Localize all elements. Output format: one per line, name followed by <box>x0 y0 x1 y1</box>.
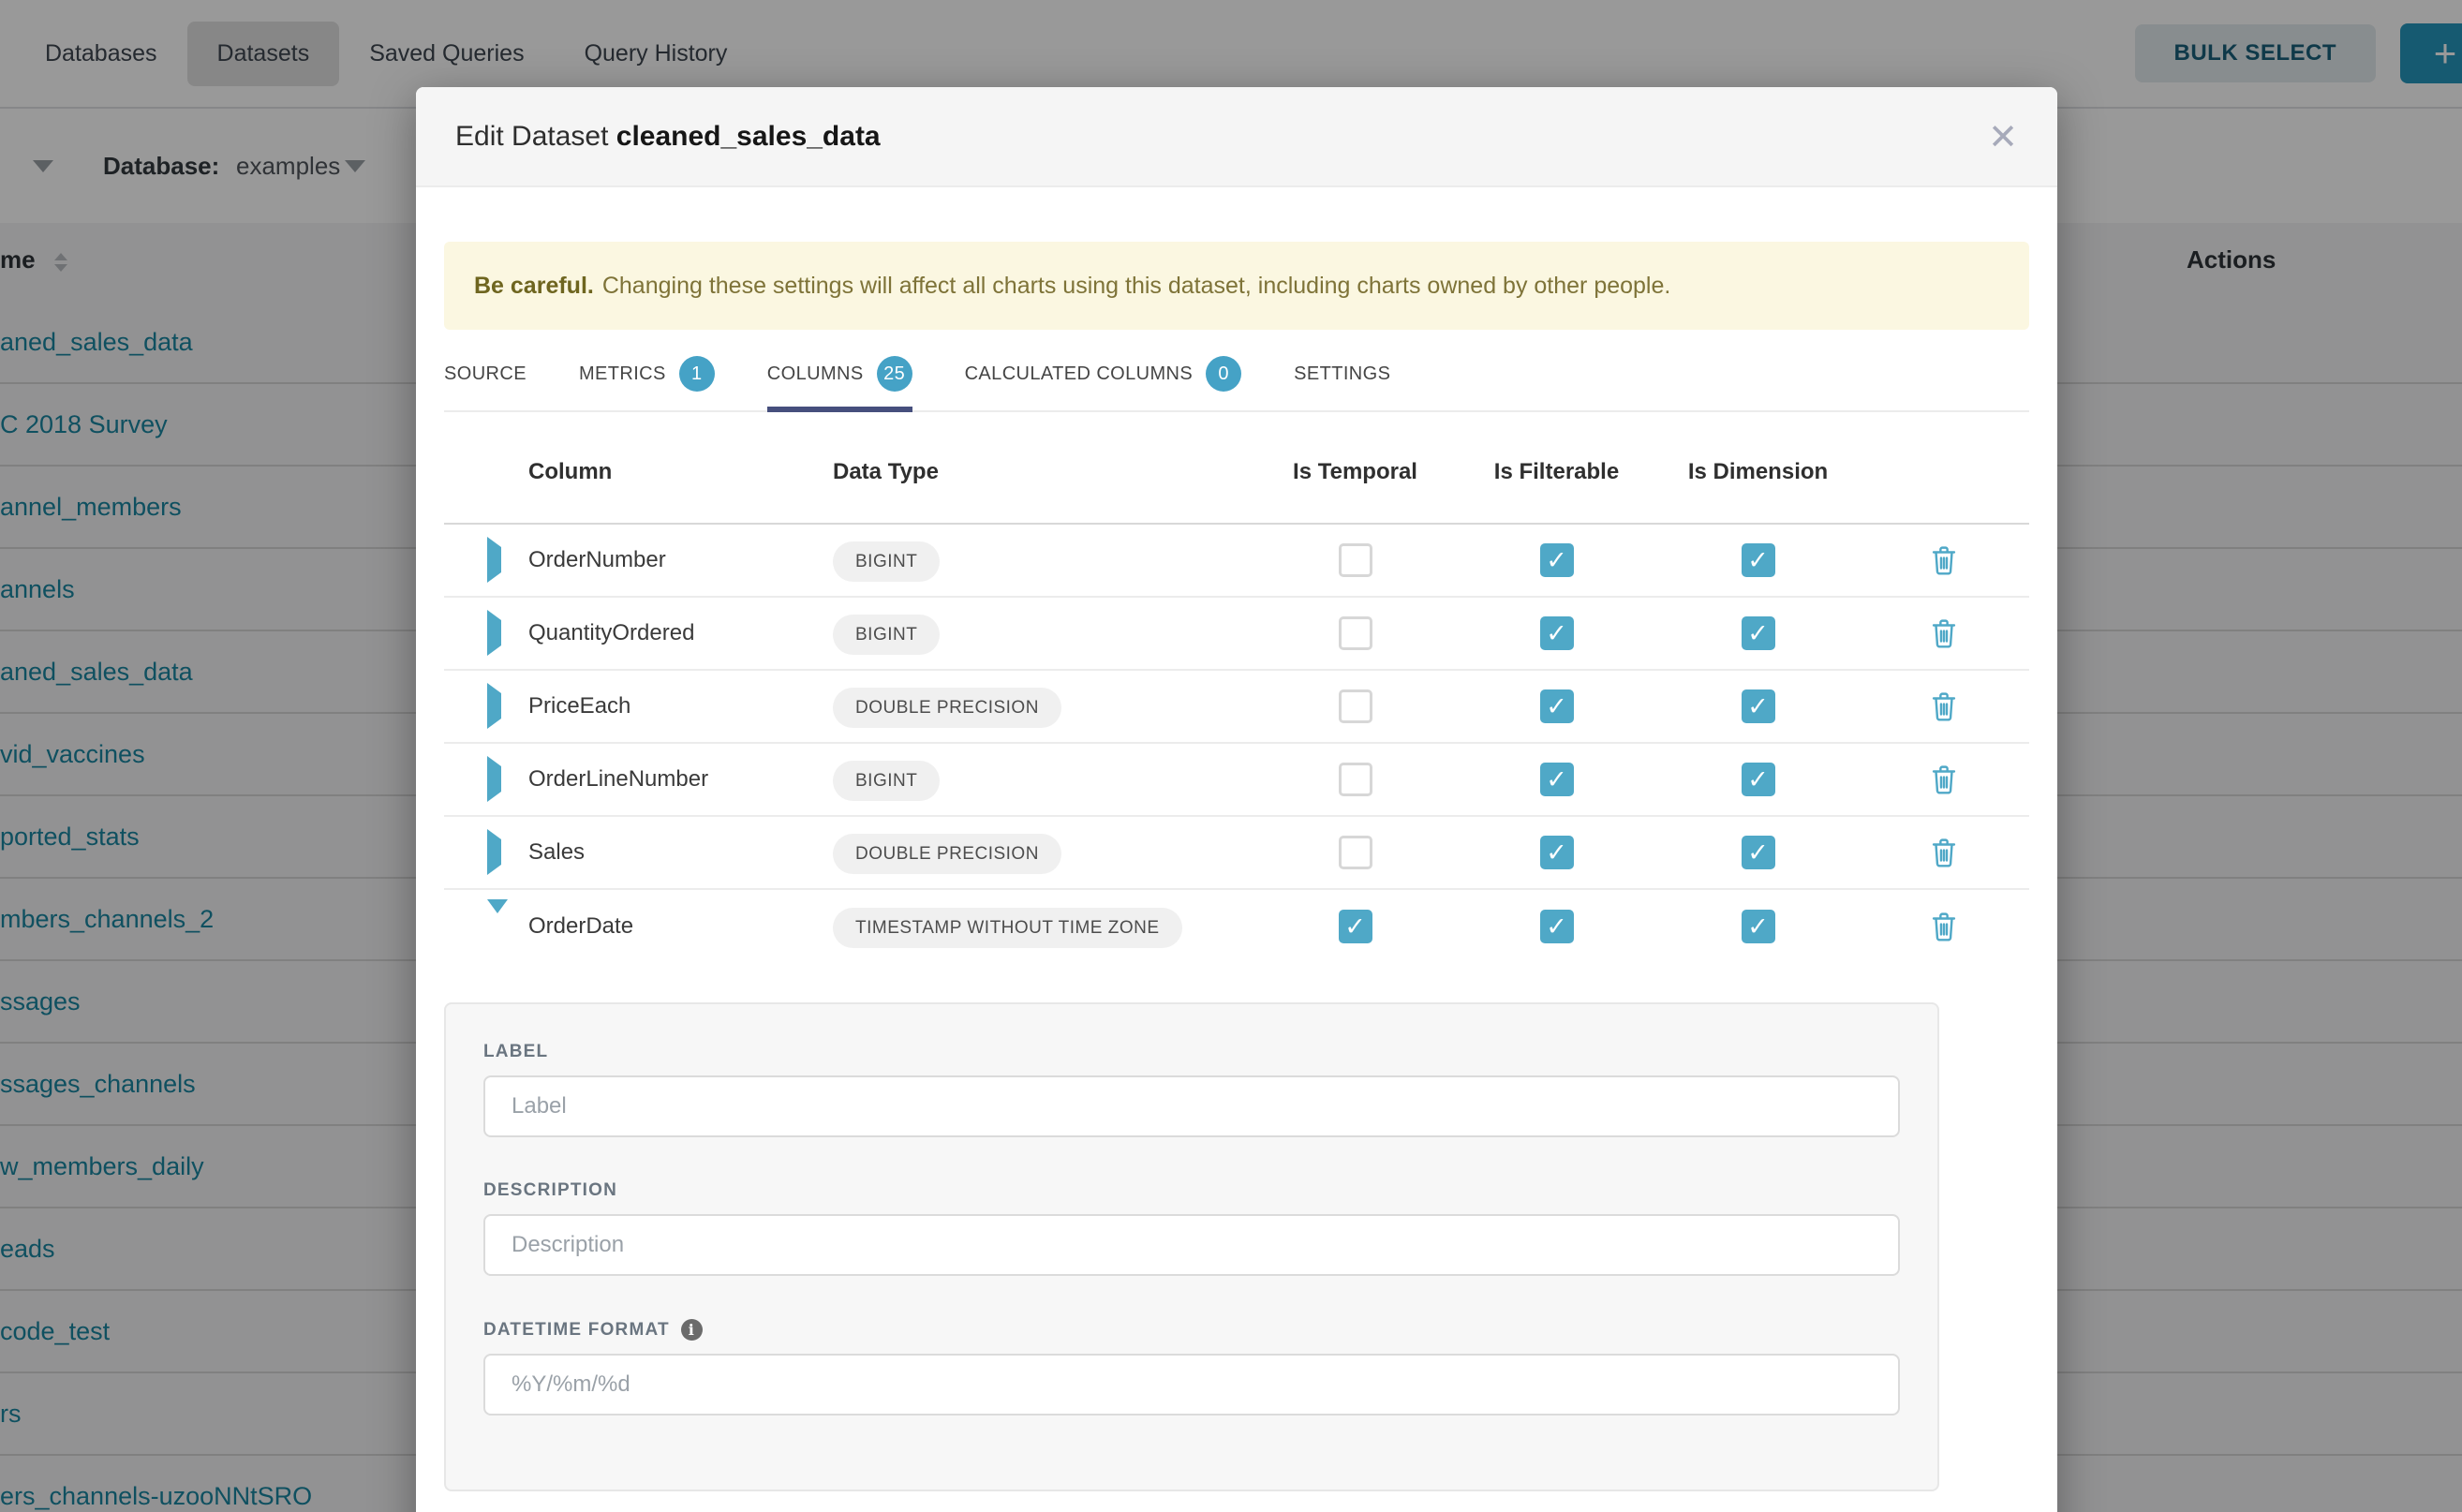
is-filterable-checkbox[interactable]: ✓ <box>1540 616 1574 650</box>
warning-banner-text: Changing these settings will affect all charts using this dataset, including charts owned by other people. <box>601 272 1671 299</box>
modal-title-prefix: Edit Dataset <box>455 120 609 152</box>
tab-label: SOURCE <box>444 363 527 384</box>
modal-body <box>416 242 2057 1491</box>
delete-column-icon[interactable] <box>1930 544 1958 576</box>
table-row <box>444 890 2029 963</box>
dataset-link[interactable]: C 2018 Survey <box>0 409 168 438</box>
description-field-label: DESCRIPTION <box>483 1180 618 1200</box>
caret-shape <box>487 829 501 875</box>
is-filterable-checkbox[interactable]: ✓ <box>1540 910 1574 943</box>
column-name: OrderNumber <box>528 547 666 572</box>
data-type-cell <box>833 547 1254 573</box>
is-dimension-checkbox[interactable]: ✓ <box>1742 543 1775 577</box>
column-name: OrderDate <box>528 913 634 939</box>
expand-caret-icon[interactable] <box>444 766 501 793</box>
is-dimension-checkbox[interactable]: ✓ <box>1742 689 1775 723</box>
columns-table-rows <box>444 525 2029 963</box>
name-column-header[interactable]: me <box>0 245 36 274</box>
data-type-cell <box>833 693 1254 719</box>
dataset-link[interactable]: ers_channels-uzooNNtSRO <box>0 1481 313 1510</box>
is-temporal-checkbox[interactable] <box>1339 616 1372 650</box>
dataset-link[interactable]: code_test <box>0 1316 111 1345</box>
tab-label: SETTINGS <box>1294 363 1391 384</box>
column-name: Sales <box>528 839 586 865</box>
delete-column-icon[interactable] <box>1930 617 1958 649</box>
dataset-link[interactable]: ssages_channels <box>0 1069 196 1098</box>
edit-dataset-modal <box>416 87 2057 1512</box>
datetime-format-field-label <box>483 1319 1900 1341</box>
is-filterable-checkbox[interactable]: ✓ <box>1540 543 1574 577</box>
is-temporal-checkbox[interactable] <box>1339 689 1372 723</box>
is-dimension-checkbox[interactable]: ✓ <box>1742 836 1775 869</box>
table-row <box>444 817 2029 890</box>
nav-item-databases[interactable]: Databases <box>45 39 157 67</box>
dataset-link[interactable]: annel_members <box>0 492 182 521</box>
caret-shape <box>487 683 501 729</box>
caret-shape <box>487 899 508 939</box>
modal-title <box>455 121 881 153</box>
dataset-link[interactable]: eads <box>0 1234 55 1263</box>
expand-caret-icon[interactable] <box>444 547 501 573</box>
caret-shape <box>487 756 501 802</box>
close-icon[interactable]: ✕ <box>1988 115 2018 157</box>
description-input[interactable] <box>483 1214 1900 1276</box>
datetime-format-input[interactable] <box>483 1354 1900 1416</box>
expand-caret-icon[interactable] <box>444 839 501 866</box>
column-header-is-temporal: Is Temporal <box>1293 459 1417 484</box>
data-type-pill: DOUBLE PRECISION <box>833 834 1061 874</box>
is-dimension-checkbox[interactable]: ✓ <box>1742 616 1775 650</box>
database-filter-label: Database: <box>103 151 220 180</box>
delete-column-icon[interactable] <box>1930 837 1958 868</box>
caret-shape <box>487 610 501 656</box>
data-type-pill: BIGINT <box>833 541 940 582</box>
caret-shape <box>487 537 501 583</box>
modal-title-dataset-name: cleaned_sales_data <box>616 120 881 152</box>
is-dimension-checkbox[interactable]: ✓ <box>1742 910 1775 943</box>
is-filterable-checkbox[interactable]: ✓ <box>1540 836 1574 869</box>
tab-label: METRICS <box>578 363 666 384</box>
datetime-format-label-text: DATETIME FORMAT <box>483 1319 670 1340</box>
tab-source[interactable] <box>444 356 527 410</box>
label-field-label: LABEL <box>483 1042 549 1061</box>
data-type-pill: TIMESTAMP WITHOUT TIME ZONE <box>833 908 1182 948</box>
dataset-link[interactable]: ssages <box>0 986 81 1015</box>
delete-column-icon[interactable] <box>1930 763 1958 795</box>
database-filter-value[interactable]: examples <box>236 151 341 180</box>
delete-column-icon[interactable] <box>1930 690 1958 722</box>
dataset-link[interactable]: w_members_daily <box>0 1151 204 1180</box>
add-dataset-button[interactable]: + <box>2400 23 2462 83</box>
modal-header <box>416 87 2057 187</box>
tab-count-badge: 1 <box>679 356 715 392</box>
table-row <box>444 598 2029 671</box>
dataset-link[interactable]: aned_sales_data <box>0 327 193 356</box>
column-name: PriceEach <box>528 693 631 719</box>
is-dimension-checkbox[interactable]: ✓ <box>1742 763 1775 796</box>
column-header-is-filterable: Is Filterable <box>1493 459 1620 484</box>
table-row <box>444 671 2029 744</box>
tab-columns[interactable] <box>767 356 912 410</box>
tab-settings[interactable] <box>1294 356 1390 410</box>
dataset-link[interactable]: rs <box>0 1399 22 1428</box>
dataset-link[interactable]: ported_stats <box>0 822 140 851</box>
data-type-pill: DOUBLE PRECISION <box>833 688 1061 728</box>
warning-banner <box>444 242 2029 330</box>
nav-item-query-history[interactable]: Query History <box>584 39 728 67</box>
expand-caret-icon[interactable] <box>444 620 501 646</box>
column-detail-panel <box>444 1002 1939 1491</box>
table-row <box>444 744 2029 817</box>
collapse-caret-icon[interactable] <box>444 913 508 940</box>
tab-count-badge: 0 <box>1206 356 1241 392</box>
column-name: QuantityOrdered <box>528 620 695 645</box>
table-row <box>444 525 2029 598</box>
modal-tabs <box>444 356 2029 412</box>
bulk-select-button[interactable]: BULK SELECT <box>2135 24 2377 82</box>
data-type-cell <box>833 839 1254 866</box>
data-type-cell <box>833 913 1254 940</box>
is-filterable-checkbox[interactable]: ✓ <box>1540 763 1574 796</box>
nav-item-saved-queries[interactable]: Saved Queries <box>369 39 525 67</box>
data-type-cell <box>833 766 1254 793</box>
nav-item-datasets[interactable]: Datasets <box>187 22 340 86</box>
is-temporal-checkbox[interactable] <box>1339 543 1372 577</box>
expand-caret-icon[interactable] <box>444 693 501 719</box>
is-temporal-checkbox[interactable] <box>1339 836 1372 869</box>
column-name: OrderLineNumber <box>528 766 709 792</box>
is-temporal-checkbox[interactable]: ✓ <box>1339 910 1372 943</box>
tab-label: CALCULATED COLUMNS <box>964 363 1194 384</box>
data-type-pill: BIGINT <box>833 761 940 801</box>
dataset-link[interactable]: mbers_channels_2 <box>0 904 215 933</box>
tab-calculated-columns[interactable] <box>965 356 1242 410</box>
column-header-is-dimension: Is Dimension <box>1687 459 1829 484</box>
delete-column-icon[interactable] <box>1930 911 1958 942</box>
is-temporal-checkbox[interactable] <box>1339 763 1372 796</box>
data-type-pill: BIGINT <box>833 615 940 655</box>
is-filterable-checkbox[interactable]: ✓ <box>1540 689 1574 723</box>
dataset-link[interactable]: annels <box>0 574 75 603</box>
info-icon[interactable]: i <box>681 1319 703 1341</box>
column-header-data-type: Data Type <box>833 459 939 484</box>
dataset-link[interactable]: aned_sales_data <box>0 657 193 686</box>
columns-table-header <box>444 412 2029 525</box>
tab-count-badge: 25 <box>877 356 912 392</box>
warning-banner-bold: Be careful. <box>474 272 594 299</box>
tab-metrics[interactable] <box>579 356 715 410</box>
data-type-cell <box>833 620 1254 646</box>
actions-column-header: Actions <box>2187 245 2277 274</box>
tab-label: COLUMNS <box>766 363 864 384</box>
label-input[interactable] <box>483 1075 1900 1137</box>
dataset-link[interactable]: vid_vaccines <box>0 739 145 768</box>
column-header-column: Column <box>528 459 613 484</box>
